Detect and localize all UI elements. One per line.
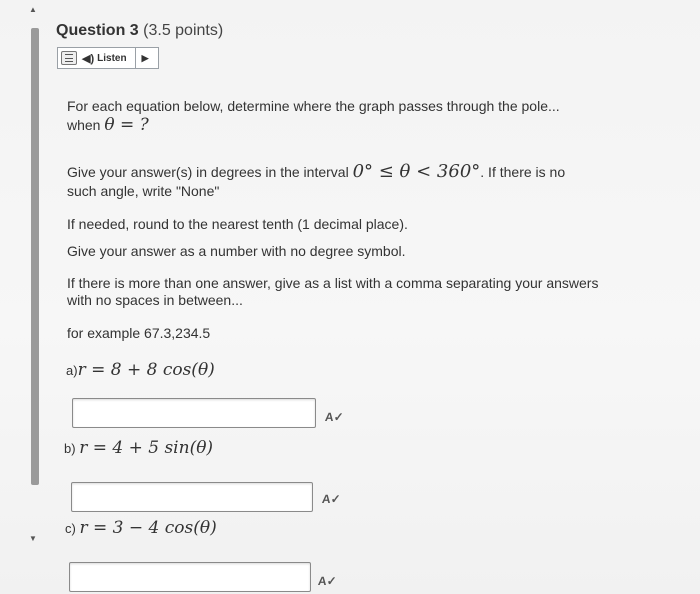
scroll-up-arrow-icon[interactable]: ▲ — [29, 5, 37, 14]
listen-label: Listen — [97, 52, 127, 64]
list-instruction-line2: with no spaces in between... — [67, 292, 243, 308]
part-c-equation — [65, 518, 217, 538]
scrollbar[interactable] — [31, 28, 39, 485]
interval-line — [67, 161, 566, 182]
example-text: for example 67.3,234.5 — [67, 325, 211, 341]
part-b-spellcheck-icon[interactable]: A✓ — [321, 492, 341, 506]
instruction-line1: For each equation below, determine where the graph passes through the pole... — [67, 98, 560, 114]
instruction-line2 — [67, 117, 149, 133]
list-instruction-line1: If there is more than one answer, give as a list with a comma separating your answers — [67, 275, 599, 291]
part-c-spellcheck-icon[interactable]: A✓ — [317, 574, 337, 588]
part-b-label: b) — [64, 441, 76, 456]
part-a-equation — [66, 360, 215, 380]
theta-equals-math: θ = ? — [104, 115, 149, 135]
part-a-spellcheck-icon[interactable]: A✓ — [324, 410, 344, 424]
part-b-math: r = 4 + 5 sin(θ) — [79, 438, 214, 458]
interval-prefix: Give your answer(s) in degrees in the interval — [67, 164, 349, 180]
scroll-down-arrow-icon[interactable]: ▼ — [29, 534, 37, 543]
part-a-label: a) — [66, 363, 78, 378]
listen-divider — [135, 48, 136, 68]
part-c-answer-input[interactable] — [69, 562, 311, 592]
play-icon[interactable]: ▶ — [141, 52, 149, 63]
question-points: (3.5 points) — [143, 22, 224, 39]
part-c-math: r = 3 − 4 cos(θ) — [79, 518, 217, 538]
interval-math: 0° ≤ θ < 360° — [352, 161, 481, 182]
interval-suffix: . If there is no — [480, 164, 566, 180]
part-a-answer-input[interactable] — [72, 398, 316, 428]
part-c-label: c) — [65, 521, 76, 536]
when-label: when — [67, 117, 101, 133]
round-instruction: If needed, round to the nearest tenth (1 decimal place). — [67, 216, 408, 232]
listen-button[interactable] — [57, 47, 159, 69]
speaker-icon: ◀) — [82, 52, 95, 65]
menu-icon[interactable] — [61, 51, 77, 65]
interval-line2: such angle, write "None" — [67, 183, 220, 199]
question-number: Question 3 — [56, 22, 139, 39]
part-a-math: r = 8 + 8 cos(θ) — [77, 360, 215, 380]
part-b-equation — [64, 438, 213, 458]
number-instruction: Give your answer as a number with no degree symbol. — [67, 243, 406, 259]
question-title — [56, 22, 223, 40]
part-b-answer-input[interactable] — [71, 482, 313, 512]
